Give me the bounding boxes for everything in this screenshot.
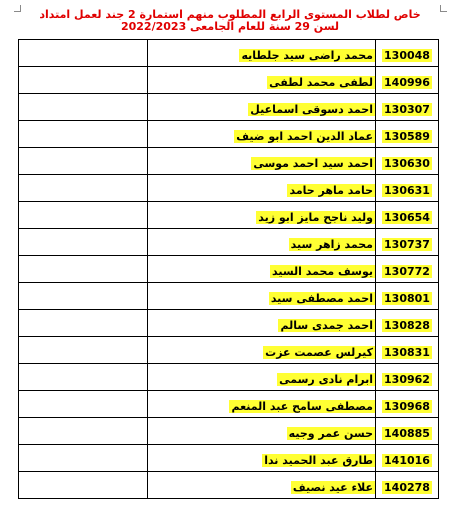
blank-cell xyxy=(19,310,148,337)
student-name: مصطفى سامح عبد المنعم xyxy=(231,399,373,413)
student-code: 130772 xyxy=(384,264,430,278)
blank-cell xyxy=(19,337,148,364)
page-corner-mark-right xyxy=(440,5,447,12)
student-name: كيرلس عصمت عزت xyxy=(265,345,373,359)
student-name-cell xyxy=(148,337,376,364)
student-code-cell xyxy=(376,202,439,229)
blank-cell xyxy=(19,364,148,391)
page-header xyxy=(20,9,440,33)
student-name-cell xyxy=(148,418,376,445)
student-name-cell xyxy=(148,472,376,499)
student-name-cell xyxy=(148,364,376,391)
student-name: يوسف محمد السيد xyxy=(271,264,373,278)
table-row xyxy=(19,175,439,202)
student-code-cell xyxy=(376,364,439,391)
blank-cell xyxy=(19,418,148,445)
table-row xyxy=(19,391,439,418)
student-code: 130962 xyxy=(384,372,430,386)
student-code: 141016 xyxy=(384,453,430,467)
student-code: 130048 xyxy=(384,48,430,62)
student-code: 130737 xyxy=(384,237,430,251)
blank-cell xyxy=(19,256,148,283)
student-name: عماد الدين احمد ابو ضيف xyxy=(236,129,373,143)
student-code: 130828 xyxy=(384,318,430,332)
table-row xyxy=(19,121,439,148)
student-name-cell xyxy=(148,229,376,256)
blank-cell xyxy=(19,229,148,256)
student-code-cell xyxy=(376,67,439,94)
student-code: 130801 xyxy=(384,291,430,305)
student-name: ابرام نادى رسمى xyxy=(279,372,373,386)
student-code: 140996 xyxy=(384,75,430,89)
student-code-cell xyxy=(376,472,439,499)
student-code: 130630 xyxy=(384,156,430,170)
student-code: 130589 xyxy=(384,129,430,143)
table-row xyxy=(19,337,439,364)
table-row xyxy=(19,40,439,67)
blank-cell xyxy=(19,472,148,499)
student-name: احمد سيد احمد موسى xyxy=(253,156,373,170)
blank-cell xyxy=(19,148,148,175)
student-code-cell xyxy=(376,445,439,472)
blank-cell xyxy=(19,391,148,418)
student-name-cell xyxy=(148,148,376,175)
blank-cell xyxy=(19,445,148,472)
student-name: احمد جمدى سالم xyxy=(280,318,373,332)
student-name: احمد مصطفى سيد xyxy=(270,291,373,305)
student-name-cell xyxy=(148,445,376,472)
student-name-cell xyxy=(148,256,376,283)
student-code-cell xyxy=(376,256,439,283)
student-name-cell xyxy=(148,310,376,337)
header-line-1: خاص لطلاب المستوى الرابع المطلوب منهم استمارة 2 جند لعمل امتداد xyxy=(39,8,421,21)
student-code: 140278 xyxy=(384,480,430,494)
students-table-body xyxy=(19,40,439,499)
student-code-cell xyxy=(376,148,439,175)
students-table xyxy=(18,39,439,499)
student-code-cell xyxy=(376,175,439,202)
student-code: 130654 xyxy=(384,210,430,224)
student-code: 130968 xyxy=(384,399,430,413)
table-row xyxy=(19,256,439,283)
student-code: 130631 xyxy=(384,183,430,197)
blank-cell xyxy=(19,40,148,67)
blank-cell xyxy=(19,121,148,148)
student-name: طارق عبد الحميد ندا xyxy=(264,453,373,467)
table-row xyxy=(19,67,439,94)
header-line-2: لسن 29 سنة للعام الجامعى 2022/2023 xyxy=(120,20,340,33)
student-name: حامد ماهر حامد xyxy=(289,183,373,197)
student-name: لطفى محمد لطفى xyxy=(269,75,373,89)
student-name-cell xyxy=(148,283,376,310)
student-name: حسن عمر وجيه xyxy=(288,426,373,440)
table-row xyxy=(19,94,439,121)
student-name-cell xyxy=(148,202,376,229)
table-row xyxy=(19,445,439,472)
blank-cell xyxy=(19,202,148,229)
student-name: محمد زاهر سيد xyxy=(290,237,373,251)
blank-cell xyxy=(19,67,148,94)
student-name: احمد دسوقى اسماعيل xyxy=(250,102,373,116)
student-code-cell xyxy=(376,283,439,310)
student-name: علاء عيد نصيف xyxy=(292,480,373,494)
blank-cell xyxy=(19,283,148,310)
table-row xyxy=(19,364,439,391)
student-name-cell xyxy=(148,67,376,94)
student-code-cell xyxy=(376,337,439,364)
blank-cell xyxy=(19,175,148,202)
table-row xyxy=(19,202,439,229)
student-code-cell xyxy=(376,229,439,256)
student-code-cell xyxy=(376,391,439,418)
table-row xyxy=(19,310,439,337)
blank-cell xyxy=(19,94,148,121)
student-name-cell xyxy=(148,391,376,418)
table-row xyxy=(19,472,439,499)
student-code-cell xyxy=(376,121,439,148)
student-code-cell xyxy=(376,310,439,337)
student-name-cell xyxy=(148,175,376,202)
student-code: 130831 xyxy=(384,345,430,359)
student-code: 130307 xyxy=(384,102,430,116)
student-code-cell xyxy=(376,94,439,121)
student-code-cell xyxy=(376,40,439,67)
student-name-cell xyxy=(148,94,376,121)
student-name-cell xyxy=(148,40,376,67)
student-code: 140885 xyxy=(384,426,430,440)
table-row xyxy=(19,418,439,445)
student-code-cell xyxy=(376,418,439,445)
student-name-cell xyxy=(148,121,376,148)
student-name: محمد راضى سيد جلطايه xyxy=(241,48,373,62)
student-name: وليد ناجح مايز ابو زيد xyxy=(258,210,373,224)
table-row xyxy=(19,229,439,256)
table-row xyxy=(19,148,439,175)
table-row xyxy=(19,283,439,310)
